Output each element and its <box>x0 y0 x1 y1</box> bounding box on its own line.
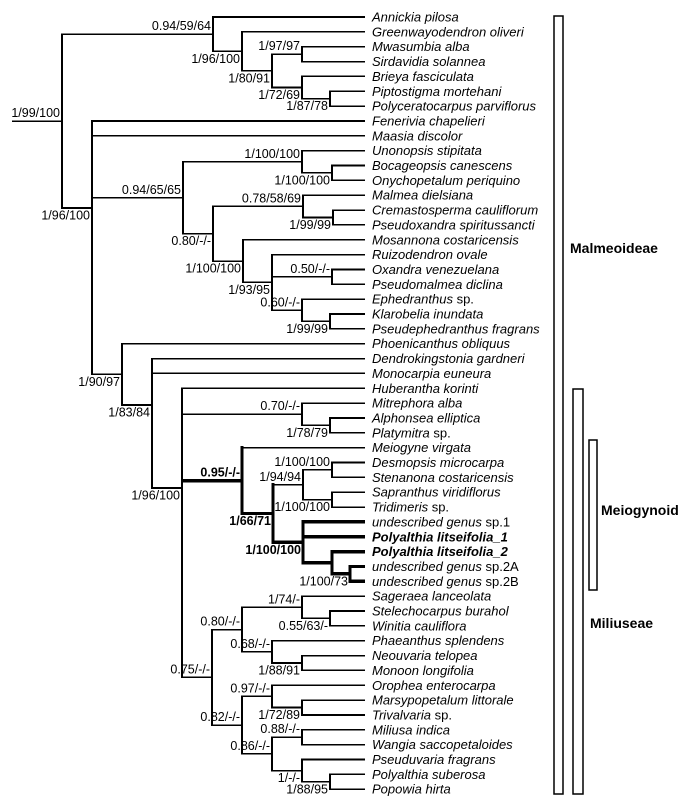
support-value-label: 1/66/71 <box>229 514 271 529</box>
support-value-label: 1/94/94 <box>259 469 301 484</box>
support-value-label: 1/78/79 <box>286 425 328 440</box>
taxon-label: Mwasumbia alba <box>372 39 470 55</box>
taxon-label: Dendrokingstonia gardneri <box>372 351 525 367</box>
taxon-label: Platymitra sp. <box>372 425 451 441</box>
taxon-label: Onychopetalum periquino <box>372 172 521 188</box>
support-value-label: 0.55/63/- <box>278 618 328 633</box>
taxon-label: Stenanona costaricensis <box>372 469 514 485</box>
support-value-label: 1/72/69 <box>258 88 300 103</box>
taxon-label: undescribed genus sp.2A <box>372 558 519 574</box>
taxon-label: Bocageopsis canescens <box>372 158 513 173</box>
support-value-label: 1/97/97 <box>258 39 300 54</box>
support-value-label: 1/88/91 <box>258 663 300 678</box>
taxon-label: Sageraea lanceolata <box>372 588 492 604</box>
taxon-label: Mitrephora alba <box>372 395 463 411</box>
taxon-label: Unonopsis stipitata <box>372 143 482 159</box>
support-value-label: 1/96/100 <box>131 488 180 503</box>
support-value-label: 1/80/91 <box>228 71 270 86</box>
support-value-label: 1/100/100 <box>274 454 330 469</box>
taxon-label: Monocarpia euneura <box>372 365 492 381</box>
support-value-label: 1/100/73 <box>299 574 348 589</box>
clade-bar <box>573 389 583 794</box>
taxon-label: Popowia hirta <box>372 781 451 797</box>
taxon-label: Phaeanthus splendens <box>372 633 505 649</box>
taxon-label: Tridimeris sp. <box>372 499 450 515</box>
taxon-label: Sirdavidia solannea <box>372 54 486 70</box>
support-value-label: 1/74/- <box>268 592 300 607</box>
taxon-label: Pseudephedranthus fragrans <box>372 321 540 337</box>
taxon-label: Alphonsea elliptica <box>372 410 481 426</box>
taxon-label: undescribed genus sp.1 <box>372 514 511 530</box>
taxon-label: Klarobelia inundata <box>372 306 484 322</box>
support-value-label: 0.68/-/- <box>230 636 270 651</box>
support-value-label: 1/100/100 <box>274 173 330 188</box>
taxon-label: Piptostigma mortehani <box>372 83 502 99</box>
support-value-label: 0.75/-/- <box>170 662 210 677</box>
support-value-label: 1/100/100 <box>245 542 301 557</box>
taxon-label: Oxandra venezuelana <box>372 261 500 277</box>
support-value-label: 1/99/99 <box>289 217 331 232</box>
support-value-label: 1/72/89 <box>258 708 300 723</box>
support-value-label: 0.82/-/- <box>200 710 240 725</box>
taxon-label: Ruizodendron ovale <box>372 247 488 263</box>
taxon-label: Polyalthia litseifolia_1 <box>372 529 508 545</box>
support-value-label: 0.97/-/- <box>230 681 270 696</box>
taxon-label: Phoenicanthus obliquus <box>372 336 511 352</box>
clade-bar <box>589 440 597 590</box>
taxon-label: Ephedranthus sp. <box>372 291 474 307</box>
support-value-label: 0.86/-/- <box>230 738 270 753</box>
taxon-label: Malmea dielsiana <box>372 187 474 203</box>
support-value-label: 1/87/78 <box>286 99 328 114</box>
support-value-label: 0.88/-/- <box>260 722 300 737</box>
support-value-label: 1/-/- <box>277 771 300 786</box>
support-value-label: 1/99/100 <box>11 106 60 121</box>
taxon-label: Pseuduvaria fragrans <box>372 752 496 767</box>
taxon-label: Stelechocarpus burahol <box>372 603 509 619</box>
taxon-label: undescribed genus sp.2B <box>372 573 519 589</box>
support-value-label: 1/83/84 <box>108 405 150 420</box>
clade-bar-label: Miliuseae <box>590 615 654 631</box>
clade-bar-label: Malmeoideae <box>570 240 658 256</box>
support-value-label: 0.70/-/- <box>260 399 300 414</box>
support-value-label: 1/99/99 <box>286 321 328 336</box>
taxon-label: Mosannona costaricensis <box>372 232 519 248</box>
support-value-label: 0.95/-/- <box>200 465 240 480</box>
taxon-label: Polyalthia litseifolia_2 <box>372 544 508 560</box>
support-value-label: 0.80/-/- <box>200 614 240 629</box>
support-value-label: 1/96/100 <box>41 208 90 223</box>
taxon-label: Meiogyne virgata <box>372 440 471 456</box>
support-value-label: 0.78/58/69 <box>241 191 301 206</box>
taxon-label: Trivalvaria sp. <box>372 707 452 723</box>
taxon-label: Sapranthus viridiflorus <box>372 484 501 500</box>
taxon-label: Polyceratocarpus parviflorus <box>372 98 537 114</box>
taxon-label: Neouvaria telopea <box>372 648 478 664</box>
support-value-label: 1/88/95 <box>286 782 328 797</box>
taxon-label: Polyalthia suberosa <box>372 766 486 782</box>
taxon-label: Maasia discolor <box>372 128 463 144</box>
taxon-label: Wangia saccopetaloides <box>372 737 513 753</box>
taxon-label: Winitia cauliflora <box>372 618 467 634</box>
clade-bar-label: Meiogynoid <box>601 502 679 518</box>
taxon-label: Annickia pilosa <box>372 9 459 25</box>
taxon-label: Huberantha korinti <box>372 380 479 396</box>
taxon-label: Desmopsis microcarpa <box>372 455 505 470</box>
support-value-label: 1/90/97 <box>78 374 120 389</box>
support-value-label: 0.80/-/- <box>171 234 211 249</box>
clade-bar <box>554 16 563 794</box>
support-value-label: 0.94/59/64 <box>151 19 211 34</box>
support-value-label: 1/100/100 <box>185 261 241 276</box>
taxon-label: Pseudoxandra spiritussancti <box>372 217 535 233</box>
support-value-label: 0.94/65/65 <box>121 182 181 197</box>
support-value-label: 0.50/-/- <box>290 261 330 276</box>
support-value-label: 0.60/-/- <box>260 295 300 310</box>
support-value-label: 1/100/100 <box>244 146 300 161</box>
taxon-label: Fenerivia chapelieri <box>372 113 485 129</box>
taxon-label: Greenwayodendron oliveri <box>372 24 524 40</box>
taxon-label: Pseudomalmea diclina <box>372 276 503 292</box>
taxon-label: Miliusa indica <box>372 722 451 738</box>
taxon-label: Brieya fasciculata <box>372 68 474 84</box>
support-value-label: 1/96/100 <box>191 51 240 66</box>
support-value-label: 1/100/100 <box>274 500 330 515</box>
taxon-label: Marsypopetalum littorale <box>372 692 514 708</box>
support-value-label: 1/93/95 <box>228 282 270 297</box>
taxon-label: Cremastosperma cauliflorum <box>372 202 539 218</box>
taxon-label: Monoon longifolia <box>372 662 474 678</box>
taxon-label: Orophea enterocarpa <box>372 677 496 693</box>
